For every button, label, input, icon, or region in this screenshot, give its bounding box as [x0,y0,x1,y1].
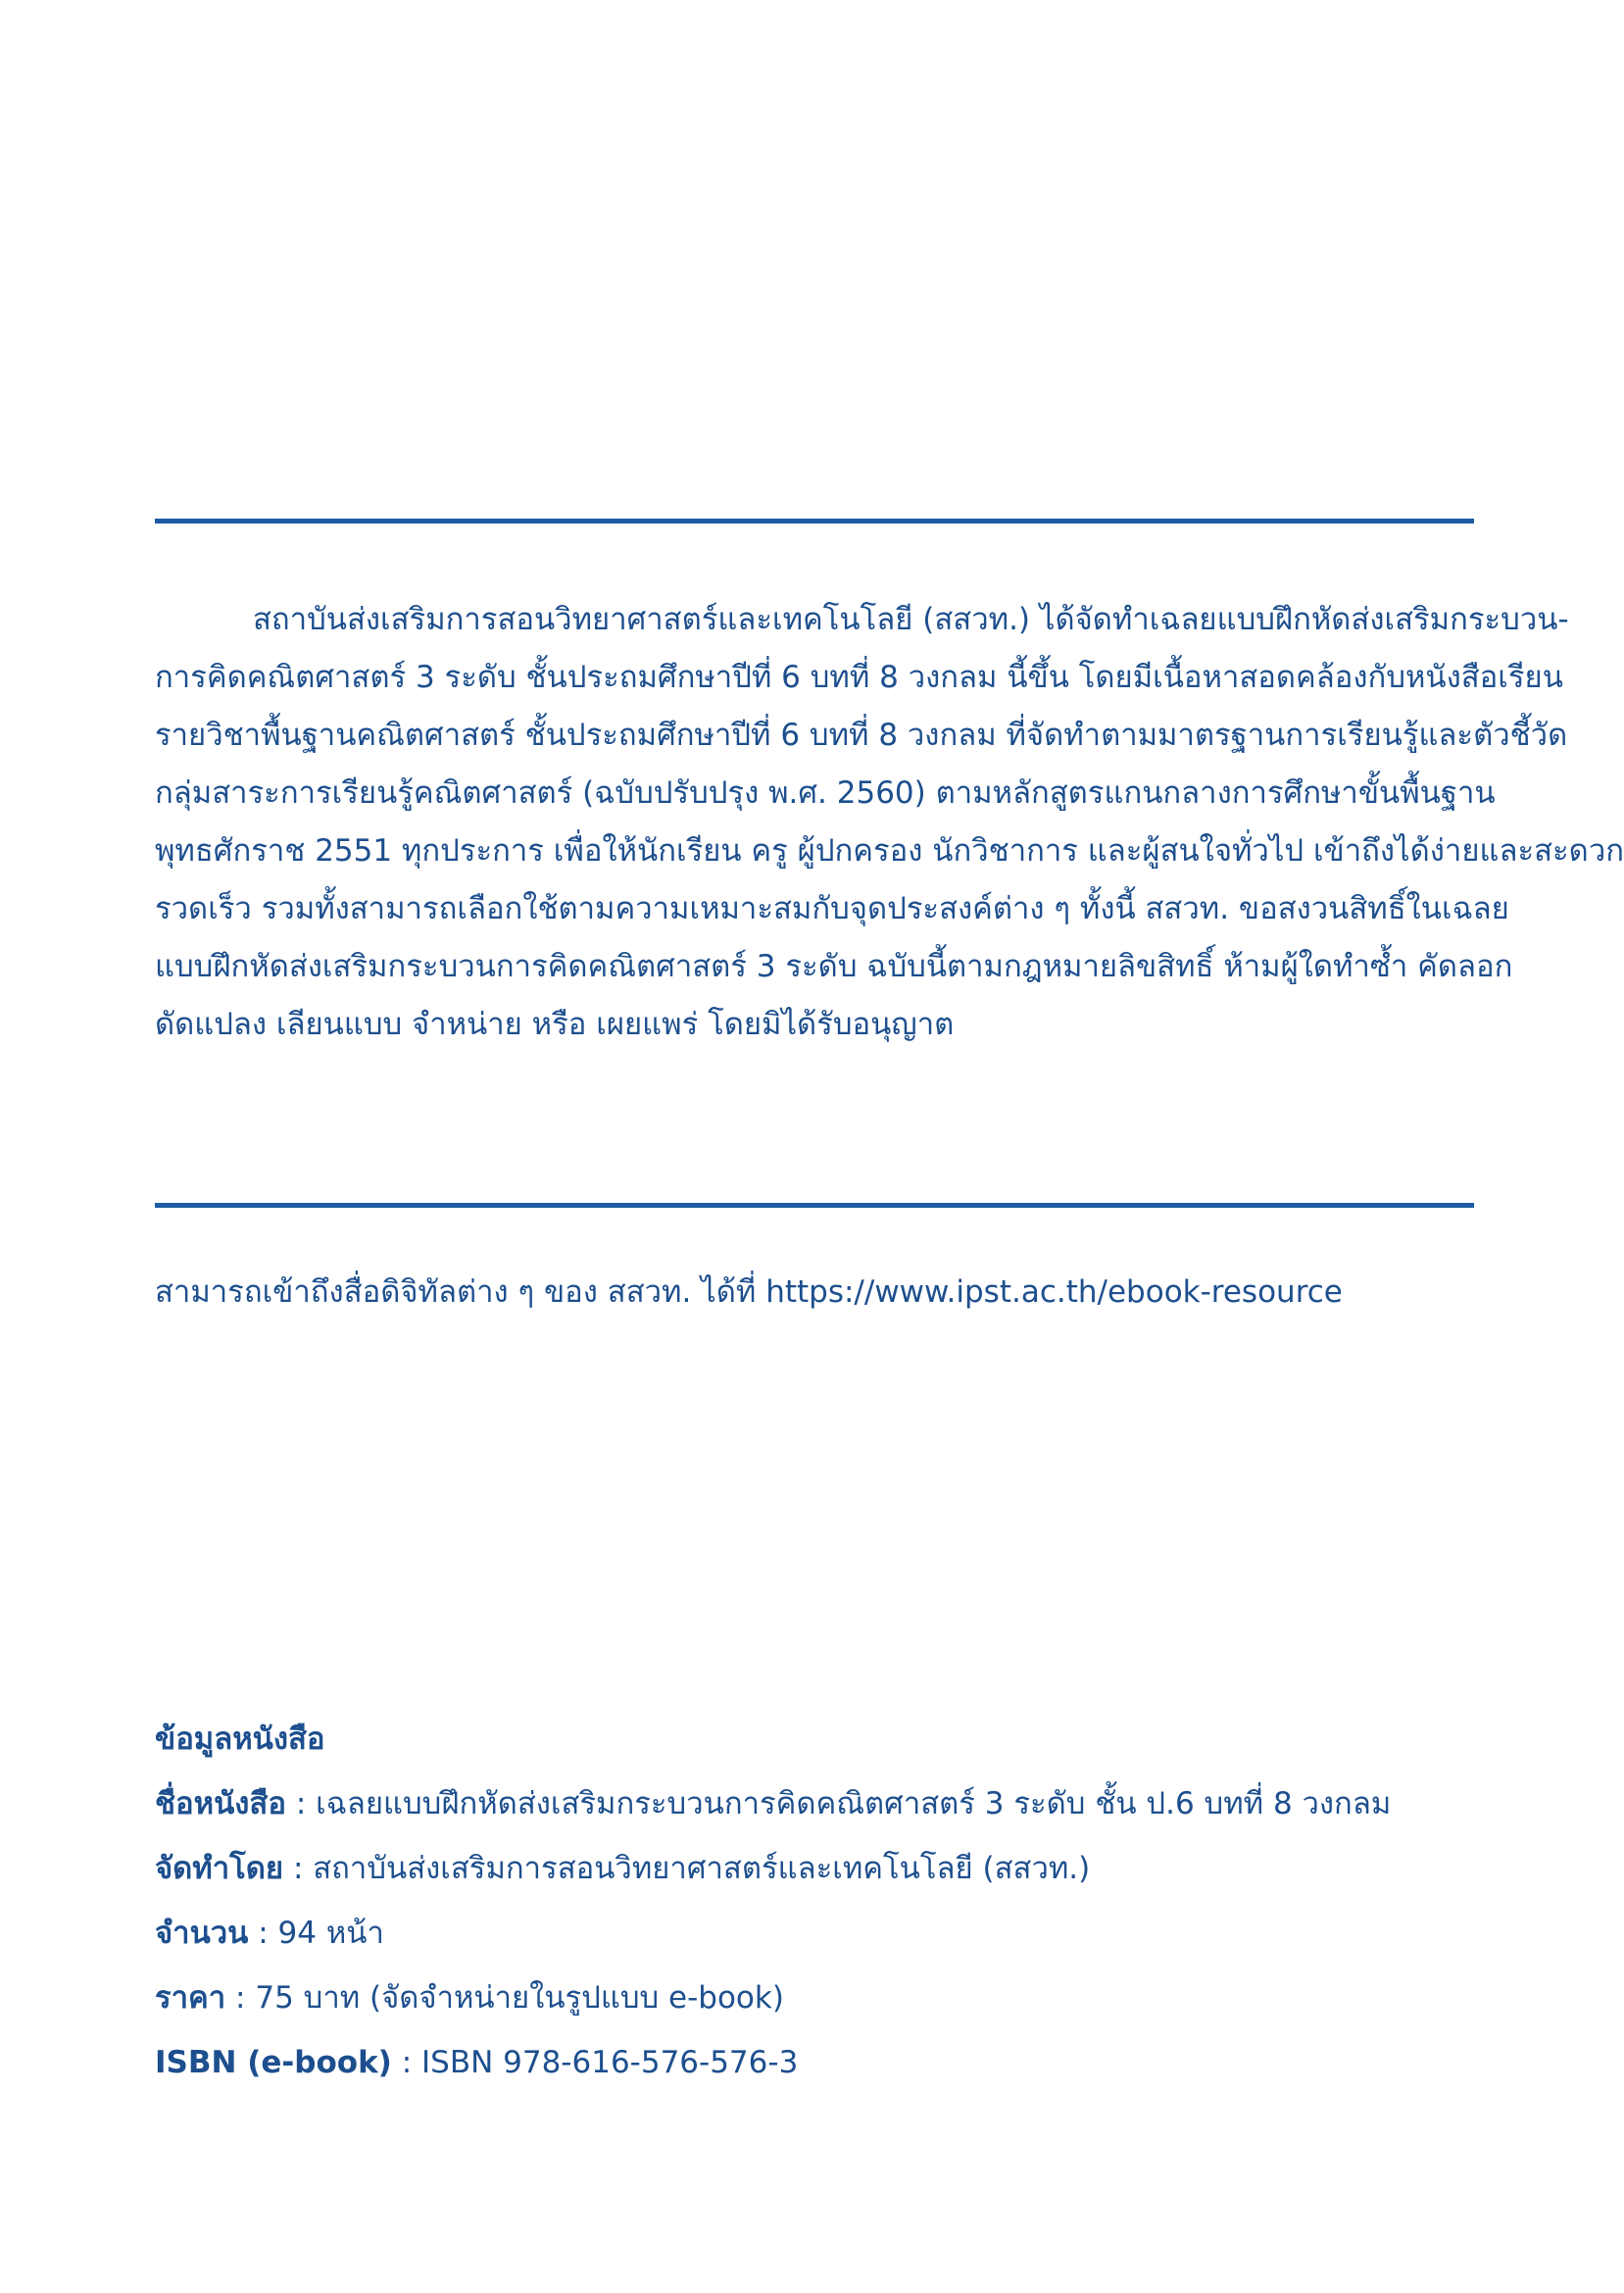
publisher-row [155,1849,1474,1914]
notice-line: การคิดคณิตศาสตร์ 3 ระดับ ชั้นประถมศึกษาปีที่ 6 บทที่ 8 วงกลม นี้ขึ้น โดยมีเนื้อหาสอดคล้องกับหนังสือเรียน [155,660,1563,695]
book-info [155,1720,1474,2108]
notice-line: รวดเร็ว รวมทั้งสามารถเลือกใช้ตามความเหมาะสมกับจุดประสงค์ต่าง ๆ ทั้งนี้ สสวท. ขอสงวนสิทธิ์ในเฉลย [155,891,1509,926]
page-count-row [155,1914,1474,1978]
isbn-row [155,2043,1474,2108]
top-divider [155,519,1474,523]
notice-line: ดัดแปลง เลียนแบบ จำหน่าย หรือ เผยแพร่ โดยมิได้รับอนุญาต [155,1007,955,1042]
page-count-label: จำนวน [155,1916,249,1951]
book-title-label: ชื่อหนังสือ [155,1786,286,1821]
isbn-value: : ISBN 978-616-576-576-3 [391,2045,799,2080]
digital-media-access-note: สามารถเข้าถึงสื่อดิจิทัลต่าง ๆ ของ สสวท. ได้ที่ https://www.ipst.ac.th/ebook-resource [155,1274,1343,1310]
book-title-value: : เฉลยแบบฝึกหัดส่งเสริมกระบวนการคิดคณิตศาสตร์ 3 ระดับ ชั้น ป.6 บทที่ 8 วงกลม [285,1786,1392,1821]
book-title-row [155,1784,1474,1849]
page-count-value: : 94 หน้า [248,1916,384,1951]
notice-line: สถาบันส่งเสริมการสอนวิทยาศาสตร์และเทคโนโลยี (สสวท.) ได้จัดทำเฉลยแบบฝึกหัดส่งเสริมกระบวน- [253,602,1569,637]
price-label: ราคา [155,1980,226,2016]
book-info-heading: ข้อมูลหนังสือ [155,1721,325,1757]
bottom-divider [155,1203,1474,1208]
copyright-notice [155,600,1624,1063]
notice-line: แบบฝึกหัดส่งเสริมกระบวนการคิดคณิตศาสตร์ 3 ระดับ ฉบับนี้ตามกฎหมายลิขสิทธิ์ ห้ามผู้ใดทำซ้ำ คัดลอก [155,949,1513,984]
price-row [155,1978,1474,2043]
isbn-label: ISBN (e-book) [155,2045,392,2080]
price-value: : 75 บาท (จัดจำหน่ายในรูปแบบ e-book) [225,1980,784,2016]
notice-line: รายวิชาพื้นฐานคณิตศาสตร์ ชั้นประถมศึกษาปีที่ 6 บทที่ 8 วงกลม ที่จัดทำตามมาตรฐานการเรียนรู้และตัวชี้วัด [155,718,1568,753]
notice-line: พุทธศักราช 2551 ทุกประการ เพื่อให้นักเรียน ครู ผู้ปกครอง นักวิชาการ และผู้สนใจทั่วไป เข้าถึงได้ง่ายและสะดวก [155,833,1624,869]
publisher-value: : สถาบันส่งเสริมการสอนวิทยาศาสตร์และเทคโนโลยี (สสวท.) [283,1851,1091,1886]
publisher-label: จัดทำโดย [155,1851,284,1886]
notice-line: กลุ่มสาระการเรียนรู้คณิตศาสตร์ (ฉบับปรับปรุง พ.ศ. 2560) ตามหลักสูตรแกนกลางการศึกษาขั้นพื้นฐาน [155,775,1496,811]
